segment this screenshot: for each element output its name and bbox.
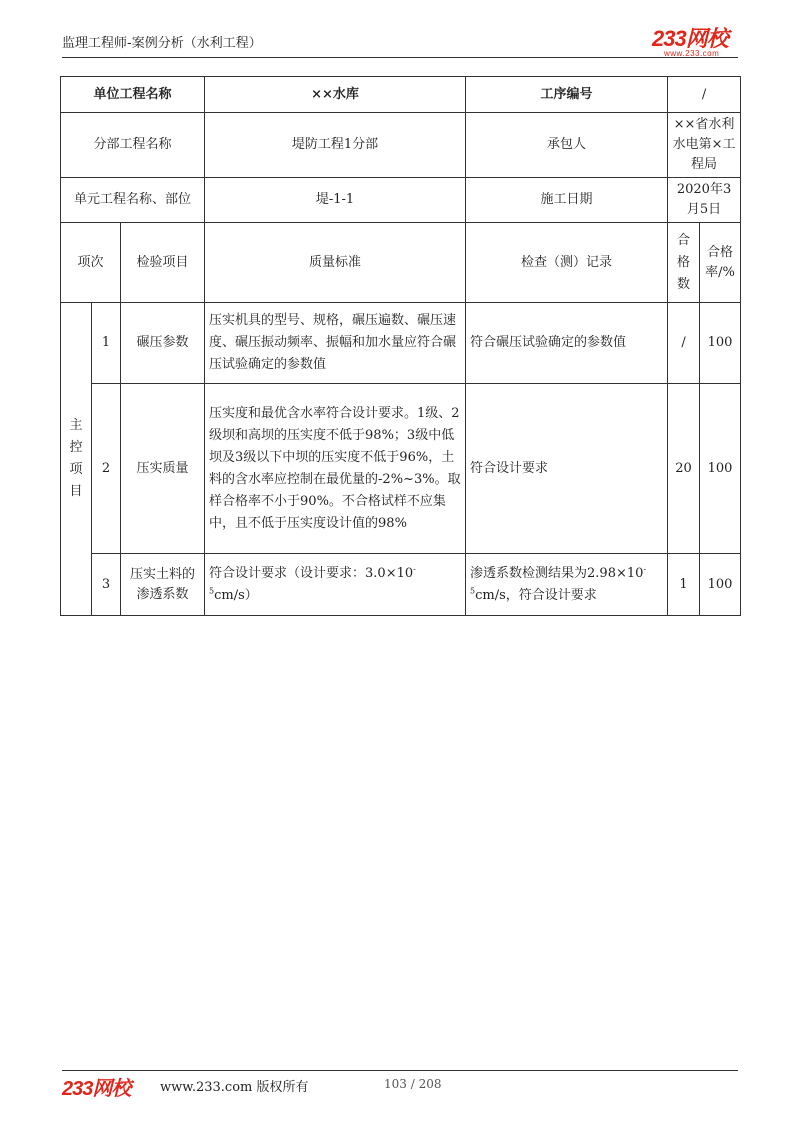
table-row	[61, 113, 741, 178]
header-title: 监理工程师-案例分析（水利工程）	[62, 36, 262, 51]
row-count: 1	[668, 554, 700, 616]
header-divider	[62, 57, 738, 58]
row-standard: 符合设计要求（设计要求：$3.0\times 10^{-5}cm/s$）	[205, 554, 466, 616]
unit-project-value: ××水库	[205, 77, 466, 113]
row-check-item: 碾压参数	[121, 303, 205, 384]
date-value: 2020年3月5日	[668, 178, 741, 223]
col-item-header: 项次	[61, 223, 121, 303]
brand-logo-text: 233网校	[652, 26, 728, 51]
date-label: 施工日期	[466, 178, 668, 223]
footer-logo	[62, 1072, 130, 1101]
col-check-item-header: 检验项目	[121, 223, 205, 303]
process-no-label: 工序编号	[466, 77, 668, 113]
page-number: 103 / 208	[384, 1077, 442, 1091]
col-standard-header: 质量标准	[205, 223, 466, 303]
row-no: 3	[92, 554, 121, 616]
row-count: 20	[668, 384, 700, 554]
inspection-form-table	[60, 76, 741, 616]
row-check-item: 压实质量	[121, 384, 205, 554]
row-standard: 压实度和最优含水率符合设计要求。1级、2级坝和高坝的压实度不低于98%；3级中低坝及3级以下中坝的压实度不低于96%，土料的含水率应控制在最优量的-2%~3%。取样合格率不小于90%。不合格试样不应集中，且不低于压实度设计值的98%	[205, 384, 466, 554]
table-header-row	[61, 223, 741, 303]
row-count: /	[668, 303, 700, 384]
process-no-value: /	[668, 77, 741, 113]
row-rate: 100	[700, 384, 741, 554]
row-record: 符合碾压试验确定的参数值	[466, 303, 668, 384]
row-check-item: 压实土料的渗透系数	[121, 554, 205, 616]
contractor-label: 承包人	[466, 113, 668, 178]
col-qualified-rate-header: 合格率/%	[700, 223, 741, 303]
row-standard: 压实机具的型号、规格，碾压遍数、碾压速度、碾压振动频率、振幅和加水量应符合碾压试验确定的参数值	[205, 303, 466, 384]
row-record: 符合设计要求	[466, 384, 668, 554]
brand-logo-url: www.233.com	[664, 49, 720, 58]
table-row	[61, 77, 741, 113]
footer-divider	[62, 1070, 738, 1071]
element-value: 堤-1-1	[205, 178, 466, 223]
table-row	[61, 303, 741, 384]
row-rate: 100	[700, 303, 741, 384]
table-row	[61, 554, 741, 616]
group-label: 主控项目	[61, 303, 92, 616]
col-qualified-count-header: 合格数	[668, 223, 700, 303]
row-record: 渗透系数检测结果为$2.98\times 10^{-5}cm/s$，符合设计要求	[466, 554, 668, 616]
row-no: 2	[92, 384, 121, 554]
sub-project-label: 分部工程名称	[61, 113, 205, 178]
table-row	[61, 178, 741, 223]
sub-project-value: 堤防工程1分部	[205, 113, 466, 178]
unit-project-label: 单位工程名称	[61, 77, 205, 113]
footer-logo-text: 233网校	[62, 1078, 131, 1100]
element-label: 单元工程名称、部位	[61, 178, 205, 223]
table-row	[61, 384, 741, 554]
contractor-value: ××省水利水电第×工程局	[668, 113, 741, 178]
row-rate: 100	[700, 554, 741, 616]
row-no: 1	[92, 303, 121, 384]
brand-logo	[652, 22, 728, 58]
footer-copyright: www.233.com 版权所有	[160, 1080, 309, 1095]
col-record-header: 检查（测）记录	[466, 223, 668, 303]
